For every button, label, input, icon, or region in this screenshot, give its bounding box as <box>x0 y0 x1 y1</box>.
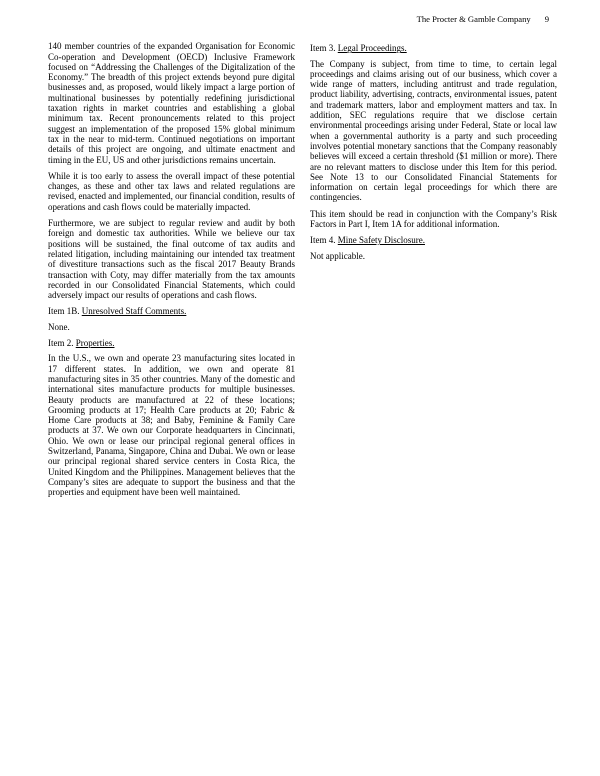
page-header <box>48 14 557 24</box>
item-1b-label: Item 1B. <box>48 306 80 317</box>
item-1b-heading <box>48 306 295 316</box>
item-4-body: Not applicable. <box>310 250 365 261</box>
right-column <box>310 41 557 503</box>
item-3-heading <box>310 43 557 53</box>
item-2-title: Properties. <box>75 338 115 349</box>
header-page-number: 9 <box>544 14 549 24</box>
item-3-body-legal-proceedings: The Company is subject, from time to time, to certain legal proceedings and claims arising out of our business, which cover a wide range of matters, including antitrust and trade regulation, product liability, advertising, contracts, environmental issues, patent and trademark matters, labor and employment matters and tax. In addition, SEC regulations require that we disclose certain environmental proceedings arising under Federal, State or local law when a governmental authority is a party and such proceeding involves potential monetary sanctions that the Company reasonably believes will exceed a certain threshold ($1 million or more). There are no relevant matters to disclose under this Item for this period. See Note 13 to our Consolidated Financial Statements for information on certain legal proceedings for which there are contingencies. <box>310 58 557 203</box>
two-column-body <box>48 41 557 503</box>
item-1b-title: Unresolved Staff Comments. <box>81 306 187 317</box>
item-2-heading <box>48 338 295 348</box>
paragraph-oecd-minimum-tax: 140 member countries of the expanded Organisation for Economic Co-operation and Development (OECD) Inclusive Framework focused on “Addressing the Challenges of the Digitalization of the Economy.” The breadth of this project extends beyond pure digital businesses and, as proposed, would likely impact a large portion of multinational businesses by potentially redefining jurisdictional taxation rights in market countries and establishing a global minimum tax. Recent pronouncements related to this project suggest an implementation of the proposed 15% global minimum tax in the near to mid-term. Continued negotiations on important details of this project are ongoing, and ultimate enactment and timing in the EU, US and other jurisdictions remains uncertain. <box>48 41 295 165</box>
item-4-title: Mine Safety Disclosure. <box>337 235 425 246</box>
header-company-name: The Procter & Gamble Company <box>416 14 531 24</box>
item-2-label: Item 2. <box>48 338 74 349</box>
item-1b-body: None. <box>48 321 70 332</box>
item-3-body-risk-factors: This item should be read in conjunction with the Company’s Risk Factors in Part I, Item 1A for additional information. <box>310 208 557 230</box>
left-column <box>48 41 295 503</box>
item-3-title: Legal Proceedings. <box>337 43 407 54</box>
paragraph-tax-law-impact: While it is too early to assess the overall impact of these potential changes, as these and other tax laws and related regulations are revised, enacted and implemented, our financial condition, results of operations and cash flows could be materially impacted. <box>48 170 295 212</box>
item-4-label: Item 4. <box>310 235 336 246</box>
item-4-heading <box>310 235 557 245</box>
item-2-body-properties: In the U.S., we own and operate 23 manufacturing sites located in 17 different states. In addition, we own and operate 81 manufacturing sites in 35 other countries. Many of the domestic and international sites manufacture products for multiple businesses. Beauty products are manufactured at 22 of these locations; Grooming products at 17; Health Care products at 20; Fabric & Home Care products at 38; and Baby, Feminine & Family Care products at 37. We own our Corporate headquarters in Cincinnati, Ohio. We own or lease our principal regional general offices in Switzerland, Panama, Singapore, China and Dubai. We own or lease our principal regional shared service centers in Costa Rica, the United Kingdom and the Philippines. Management believes that the Company’s sites are adequate to support the business and that the properties and equipment have been well maintained. <box>48 353 295 498</box>
paragraph-tax-audit: Furthermore, we are subject to regular review and audit by both foreign and domestic tax authorities. While we believe our tax positions will be sustained, the final outcome of tax audits and related litigation, including maintaining our intended tax treatment of divestiture transactions such as the fiscal 2017 Beauty Brands transaction with Coty, may differ materially from the tax amounts recorded in our Consolidated Financial Statements, which could adversely impact our results of operations and cash flows. <box>48 218 295 301</box>
item-3-label: Item 3. <box>310 43 336 54</box>
